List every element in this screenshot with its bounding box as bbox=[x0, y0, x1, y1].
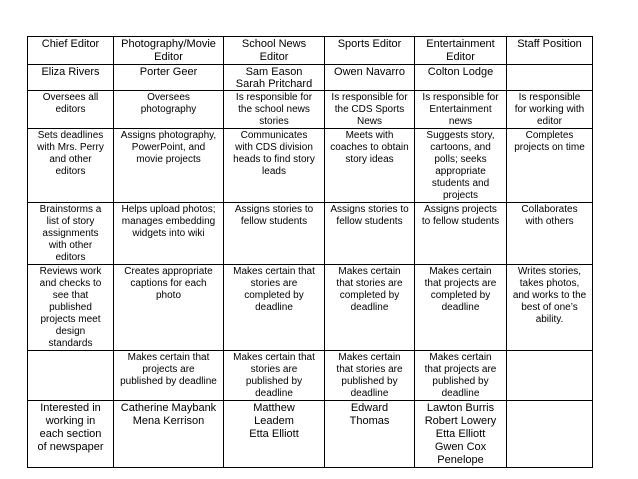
responsibility-cell: Completes projects on time bbox=[507, 129, 593, 203]
responsibility-cell bbox=[507, 351, 593, 401]
interested-names-cell: Catherine Maybank Mena Kerrison bbox=[114, 401, 224, 468]
responsibility-cell: Assigns photography, PowerPoint, and movie projects bbox=[114, 129, 224, 203]
responsibility-cell: Makes certain that projects are published by deadline bbox=[415, 351, 507, 401]
responsibility-cell: Collaborates with others bbox=[507, 203, 593, 265]
responsibility-cell: Sets deadlines with Mrs. Perry and other editors bbox=[28, 129, 114, 203]
header-sports-editor: Sports Editor bbox=[325, 37, 415, 65]
responsibility-cell: Is responsible for the CDS Sports News bbox=[325, 91, 415, 129]
responsibility-row bbox=[28, 91, 593, 129]
responsibility-cell: Makes certain that stories are published by deadline bbox=[325, 351, 415, 401]
editor-name-cell: Sam Eason Sarah Pritchard bbox=[224, 65, 325, 91]
responsibility-row bbox=[28, 203, 593, 265]
interested-names-cell: Edward Thomas bbox=[325, 401, 415, 468]
responsibility-cell: Helps upload photos; manages embedding widgets into wiki bbox=[114, 203, 224, 265]
responsibility-row bbox=[28, 129, 593, 203]
staff-roles-table bbox=[27, 36, 593, 468]
header-staff-position: Staff Position bbox=[507, 37, 593, 65]
interested-label: Interested in working in each section of newspaper bbox=[28, 401, 114, 468]
responsibility-cell: Writes stories, takes photos, and works to the best of one’s ability. bbox=[507, 265, 593, 351]
interested-row bbox=[28, 401, 593, 468]
responsibility-cell: Assigns stories to fellow students bbox=[224, 203, 325, 265]
interested-names-cell: Lawton Burris Robert Lowery Etta Elliott Gwen Cox Penelope bbox=[415, 401, 507, 468]
header-row bbox=[28, 37, 593, 65]
responsibility-cell: Creates appropriate captions for each photo bbox=[114, 265, 224, 351]
header-photography-movie-editor: Photography/Movie Editor bbox=[114, 37, 224, 65]
responsibility-cell: Makes certain that projects are completed by deadline bbox=[415, 265, 507, 351]
editor-name-cell: Owen Navarro bbox=[325, 65, 415, 91]
responsibility-cell: Makes certain that stories are completed by deadline bbox=[224, 265, 325, 351]
header-school-news-editor: School News Editor bbox=[224, 37, 325, 65]
responsibility-cell: Suggests story, cartoons, and polls; seeks appropriate students and projects bbox=[415, 129, 507, 203]
editor-names-row bbox=[28, 65, 593, 91]
editor-name-cell: Colton Lodge bbox=[415, 65, 507, 91]
responsibility-row bbox=[28, 351, 593, 401]
responsibility-cell: Makes certain that projects are published by deadline bbox=[114, 351, 224, 401]
responsibility-row bbox=[28, 265, 593, 351]
responsibility-cell: Assigns stories to fellow students bbox=[325, 203, 415, 265]
responsibility-cell: Reviews work and checks to see that published projects meet design standards bbox=[28, 265, 114, 351]
responsibility-cell: Oversees all editors bbox=[28, 91, 114, 129]
editor-name-cell bbox=[507, 65, 593, 91]
responsibility-cell: Makes certain that stories are completed by deadline bbox=[325, 265, 415, 351]
responsibility-cell: Makes certain that stories are published by deadline bbox=[224, 351, 325, 401]
editor-name-cell: Eliza Rivers bbox=[28, 65, 114, 91]
responsibility-cell: Is responsible for the school news stories bbox=[224, 91, 325, 129]
responsibility-cell: Meets with coaches to obtain story ideas bbox=[325, 129, 415, 203]
responsibility-cell: Is responsible for Entertainment news bbox=[415, 91, 507, 129]
interested-names-cell: Matthew Leadem Etta Elliott bbox=[224, 401, 325, 468]
responsibility-cell: Communicates with CDS division heads to find story leads bbox=[224, 129, 325, 203]
header-entertainment-editor: Entertainment Editor bbox=[415, 37, 507, 65]
responsibility-cell: Brainstorms a list of story assignments with other editors bbox=[28, 203, 114, 265]
responsibility-cell: Assigns projects to fellow students bbox=[415, 203, 507, 265]
responsibility-cell: Oversees photography bbox=[114, 91, 224, 129]
responsibility-cell: Is responsible for working with editor bbox=[507, 91, 593, 129]
header-chief-editor: Chief Editor bbox=[28, 37, 114, 65]
responsibility-cell bbox=[28, 351, 114, 401]
editor-name-cell: Porter Geer bbox=[114, 65, 224, 91]
interested-names-cell bbox=[507, 401, 593, 468]
